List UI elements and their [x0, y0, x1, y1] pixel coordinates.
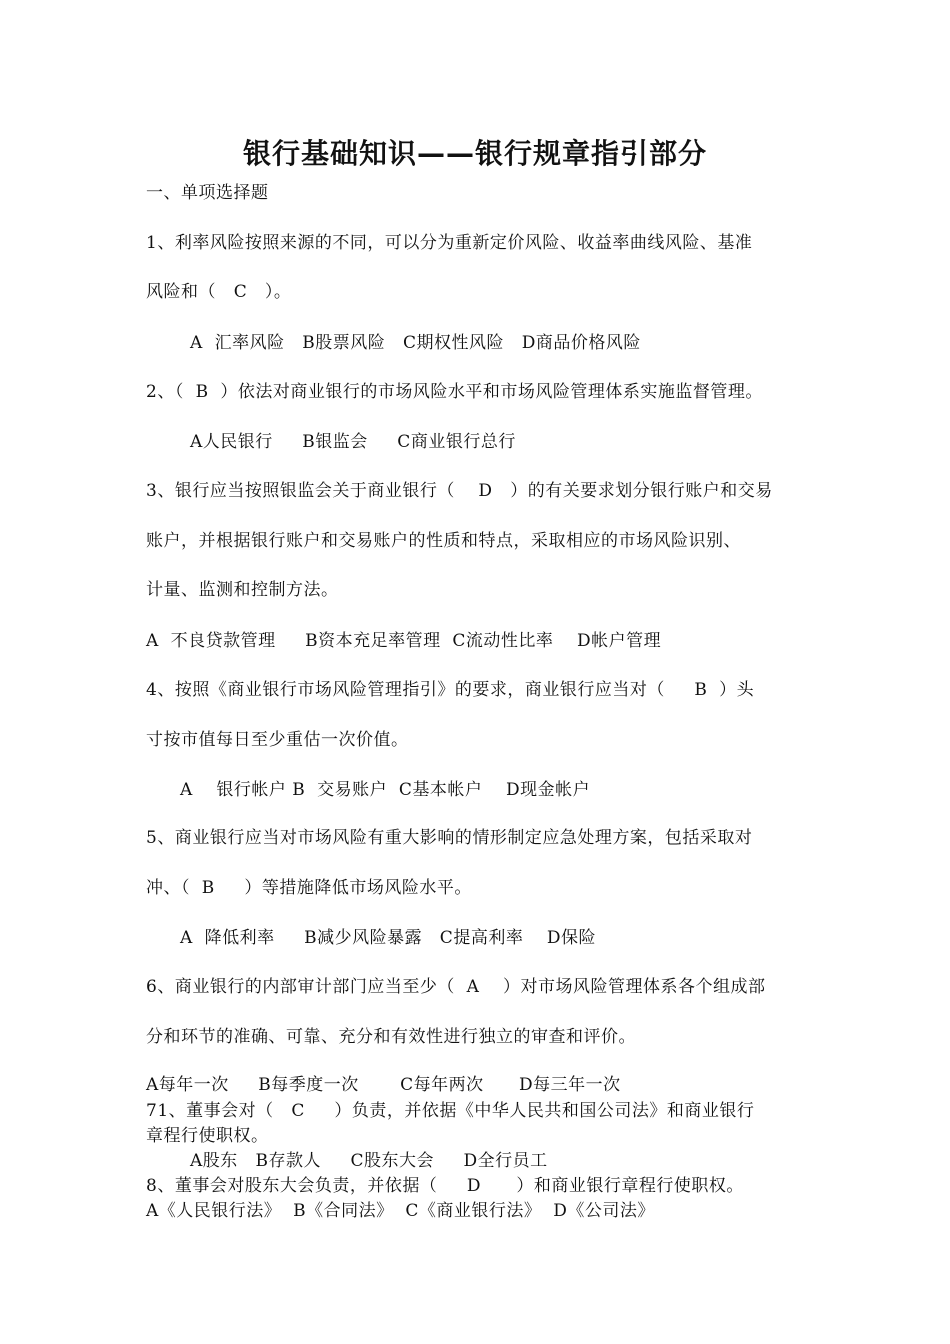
q5-options: A 降低利率 B减少风险暴露 C提高利率 D保险: [180, 928, 597, 948]
q4-line-2: 寸按市值每日至少重估一次价值。: [146, 730, 409, 750]
q1-line-1: 1、利率风险按照来源的不同，可以分为重新定价风险、收益率曲线风险、基准: [146, 233, 753, 253]
q2-options: A人民银行 B银监会 C商业银行总行: [190, 432, 516, 452]
q7-line-1: 71、董事会对（ C ）负责，并依据《中华人民共和国公司法》和商业银行: [146, 1101, 755, 1121]
q3-options: A 不良贷款管理 B资本充足率管理 C流动性比率 D帐户管理: [146, 631, 662, 651]
q6-line-1: 6、商业银行的内部审计部门应当至少（ A ）对市场风险管理体系各个组成部: [146, 977, 766, 997]
q3-line-3: 计量、监测和控制方法。: [146, 580, 339, 600]
q4-line-1: 4、按照《商业银行市场风险管理指引》的要求，商业银行应当对（ B ）头: [146, 680, 755, 700]
q8-line-1: 8、董事会对股东大会负责，并依据（ D ）和商业银行章程行使职权。: [146, 1176, 744, 1196]
q7-line-2: 章程行使职权。: [146, 1126, 269, 1146]
q1-options: A 汇率风险 B股票风险 C期权性风险 D商品价格风险: [190, 333, 641, 353]
q6-options: A每年一次 B每季度一次 C每年两次 D每三年一次: [146, 1075, 621, 1095]
document-title: 银行基础知识——银行规章指引部分: [242, 137, 707, 170]
section-heading: 一、单项选择题: [146, 183, 269, 203]
q5-line-2: 冲、（ B ）等措施降低市场风险水平。: [146, 878, 472, 898]
q2-line-1: 2、（ B ）依法对商业银行的市场风险水平和市场风险管理体系实施监督管理。: [146, 382, 763, 402]
q3-line-1: 3、银行应当按照银监会关于商业银行（ D ）的有关要求划分银行账户和交易: [146, 481, 773, 501]
q8-options: A《人民银行法》 B《合同法》 C《商业银行法》 D《公司法》: [146, 1201, 655, 1221]
q5-line-1: 5、商业银行应当对市场风险有重大影响的情形制定应急处理方案，包括采取对: [146, 828, 753, 848]
q4-options: A 银行帐户 B 交易账户 C基本帐户 D现金帐户: [180, 780, 591, 800]
q7-options: A股东 B存款人 C股东大会 D全行员工: [190, 1151, 548, 1171]
q3-line-2: 账户，并根据银行账户和交易账户的性质和特点，采取相应的市场风险识别、: [146, 531, 741, 551]
q6-line-2: 分和环节的准确、可靠、充分和有效性进行独立的审查和评价。: [146, 1027, 636, 1047]
q1-line-2: 风险和（ C ）。: [146, 282, 292, 302]
